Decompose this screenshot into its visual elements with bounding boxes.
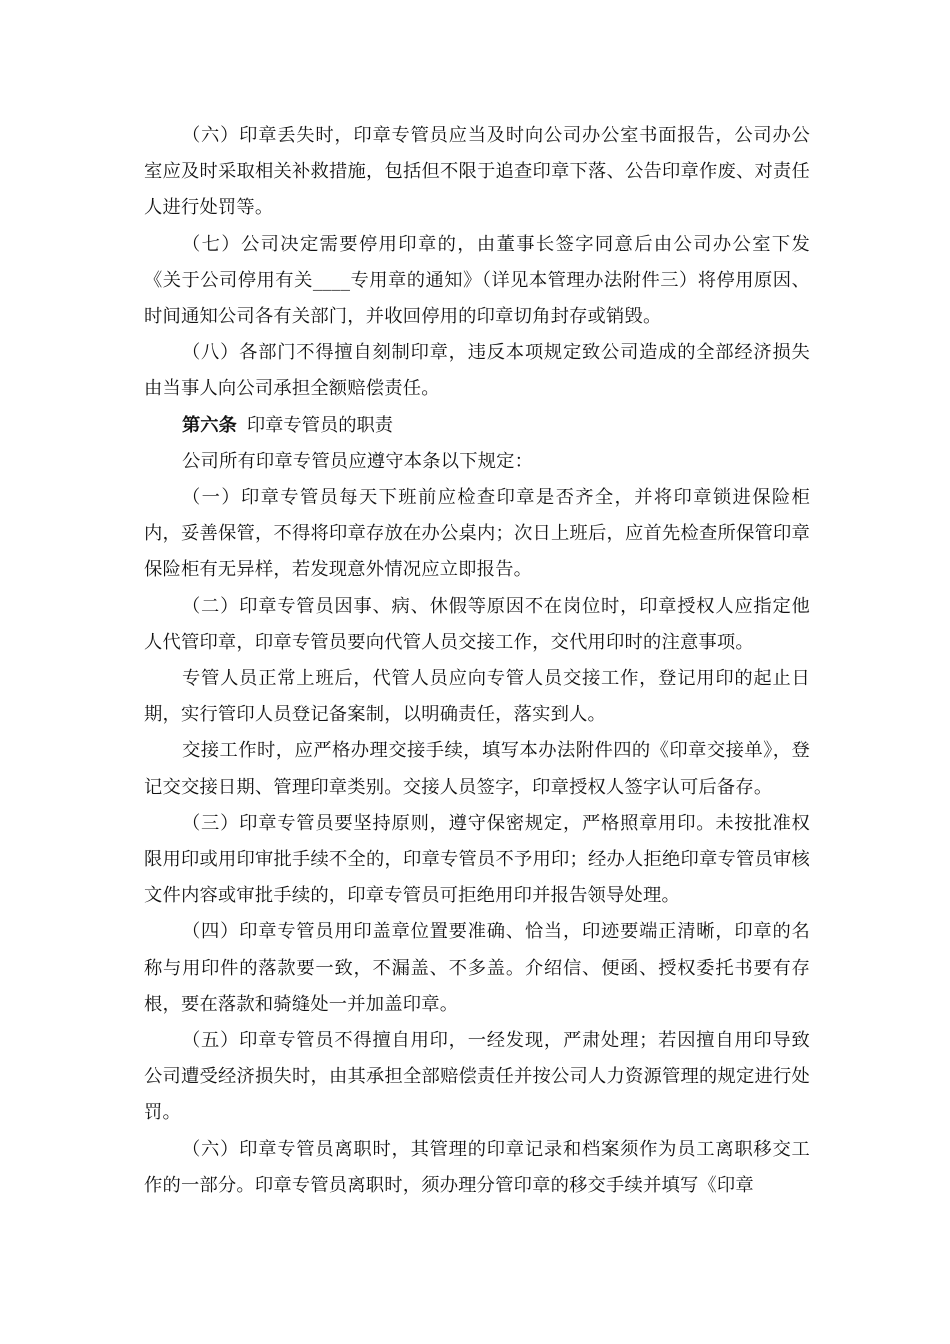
- paragraph-principles: （三）印章专管员要坚持原则，遵守保密规定，严格照章用印。未按批准权限用印或用印审批手续不全的，印章专管员不予用印；经办人拒绝印章专管员审核文件内容或审批手续的，印章专管员可拒绝用印并报告领导处理。: [144, 812, 810, 907]
- paragraph-stamp-position: （四）印章专管员用印盖章位置要准确、恰当，印迹要端正清晰，印章的名称与用印件的落款要一致，不漏盖、不多盖。介绍信、便函、授权委托书要有存根，要在落款和骑缝处一并加盖印章。: [144, 921, 810, 1015]
- paragraph-unauthorized-use: （五）印章专管员不得擅自用印，一经发现，严肃处理；若因擅自用印导致公司遭受经济损失时，由其承担全部赔偿责任并按公司人力资源管理的规定进行处罚。: [144, 1030, 810, 1124]
- paragraph-resignation: （六）印章专管员离职时，其管理的印章记录和档案须作为员工离职移交工作的一部分。印章专管员离职时，须办理分管印章的移交手续并填写《印章: [144, 1138, 810, 1196]
- article-intro: 公司所有印章专管员应遵守本条以下规定：: [182, 450, 534, 472]
- article-heading: [144, 408, 810, 444]
- paragraph-deputy-custody: （二）印章专管员因事、病、休假等原因不在岗位时，印章授权人应指定他人代管印章，印章专管员要向代管人员交接工作，交代用印时的注意事项。: [144, 595, 810, 653]
- article-title: 印章专管员的职责: [246, 414, 394, 436]
- paragraph-no-private-carving: （八）各部门不得擅自刻制印章，违反本项规定致公司造成的全部经济损失由当事人向公司承担全额赔偿责任。: [144, 342, 810, 400]
- paragraph-handover-procedure: 交接工作时，应严格办理交接手续，填写本办法附件四的《印章交接单》，登记交交接日期、管理印章类别。交接人员签字，印章授权人签字认可后备存。: [144, 740, 810, 798]
- document-body: [144, 118, 810, 1204]
- paragraph-lost-seal: （六）印章丢失时，印章专管员应当及时向公司办公室书面报告，公司办公室应及时采取相关补救措施，包括但不限于追查印章下落、公告印章作废、对责任人进行处罚等。: [144, 125, 810, 219]
- paragraph-handover-return: 专管人员正常上班后，代管人员应向专管人员交接工作，登记用印的起止日期，实行管印人员登记备案制，以明确责任，落实到人。: [144, 668, 810, 726]
- paragraph-disable-seal: （七）公司决定需要停用印章的，由董事长签字同意后由公司办公室下发《关于公司停用有关____专用章的通知》（详见本管理办法附件三）将停用原因、时间通知公司各有关部门，并收回停用的印章切角封存或销毁。: [144, 233, 810, 328]
- paragraph-daily-check: （一）印章专管员每天下班前应检查印章是否齐全，并将印章锁进保险柜内，妥善保管，不得将印章存放在办公桌内；次日上班后，应首先检查所保管印章保险柜有无异样，若发现意外情况应立即报告。: [144, 487, 810, 581]
- article-number: 第六条: [182, 414, 237, 436]
